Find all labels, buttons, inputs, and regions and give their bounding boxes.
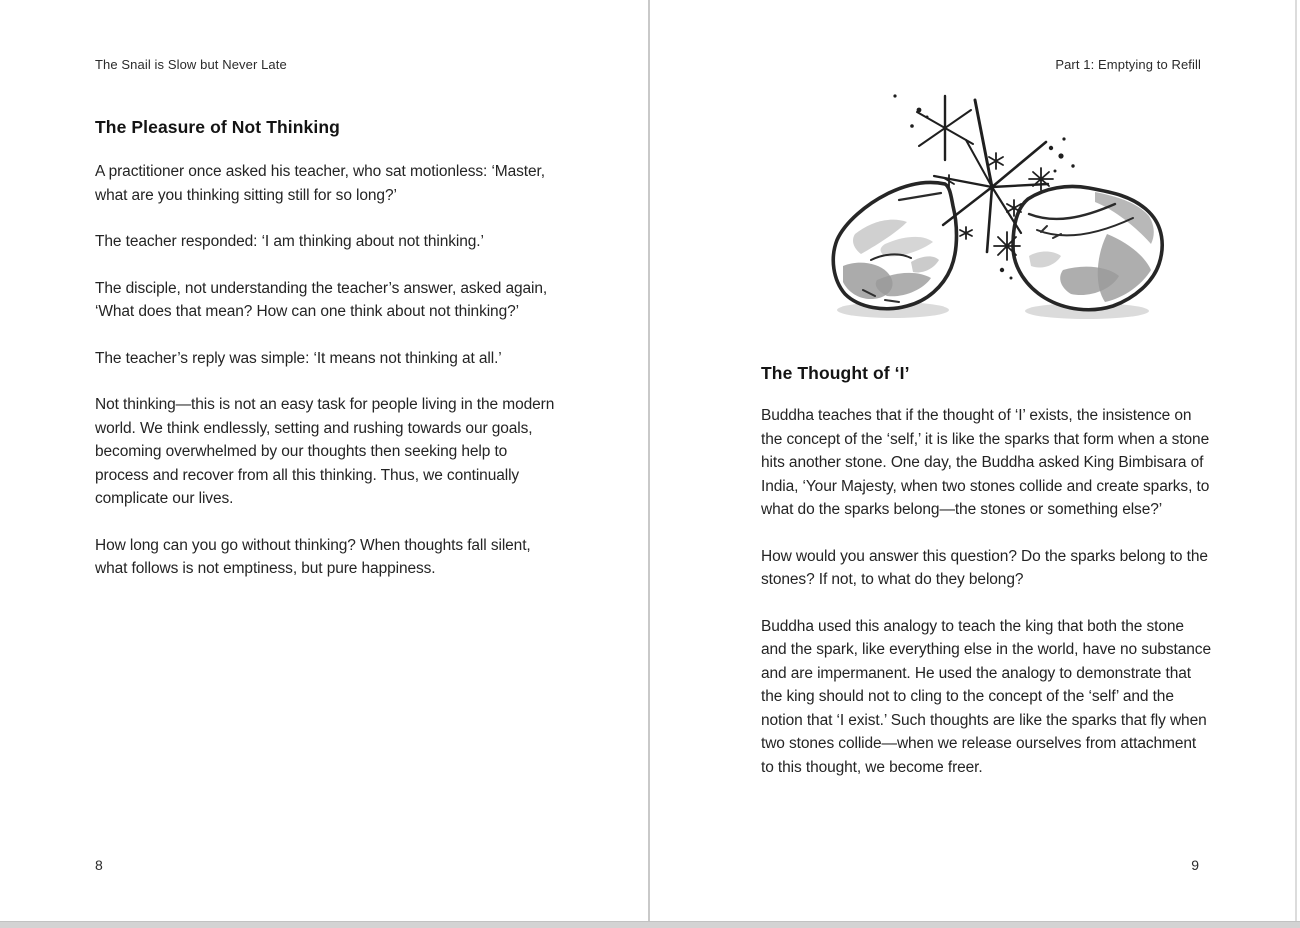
body-text-right: [761, 404, 1213, 802]
paragraph: The teacher’s reply was simple: ‘It means not thinking at all.’: [95, 349, 502, 367]
stones-sparks-illustration: [815, 84, 1175, 326]
running-head-left: The Snail is Slow but Never Late: [95, 57, 287, 72]
paragraph: How would you answer this question? Do the sparks belong to the stones? If not, to what do they belong?: [761, 547, 1208, 588]
right-page: [650, 0, 1296, 920]
book-bottom-edge: [0, 921, 1300, 928]
page-number-right: 9: [1191, 857, 1199, 873]
paragraph: Not thinking—this is not an easy task for people living in the modern world. We think endlessly, setting and rushing towards our goals, becoming overwhelmed by our thoughts then seeking help to process and recover from all this thinking. Thus, we continually complicate our lives.: [95, 396, 555, 507]
left-page: [0, 0, 648, 920]
body-text-left: [95, 160, 557, 604]
running-head-right: Part 1: Emptying to Refill: [1055, 57, 1201, 72]
paragraph: Buddha teaches that if the thought of ‘I’ exists, the insistence on the concept of the ‘self,’ it is like the sparks that form when a stone hits another stone. One day, the Buddha asked King Bimbisara of India, ‘Your Majesty, when two stones collide and create sparks, to what do the sparks belong—the stones or something else?’: [761, 407, 1210, 518]
section-heading-right: The Thought of ‘I’: [761, 363, 910, 383]
section-heading-left: The Pleasure of Not Thinking: [95, 117, 340, 137]
page-right-edge: [1295, 0, 1297, 921]
paragraph: The teacher responded: ‘I am thinking about not thinking.’: [95, 233, 484, 250]
spark-star-medium: [917, 96, 973, 160]
paragraph: The disciple, not understanding the teacher’s answer, asked again, ‘What does that mean? How can one think about not thinking?’: [95, 279, 548, 320]
paragraph: Buddha used this analogy to teach the king that both the stone and the spark, like everything else in the world, have no substance and are impermanent. He used the analogy to demonstrate that the king should not to cling to the concept of the ‘self’ and the notion that ‘I exist.’ Such thoughts are like the sparks that fly when two stones collide—when we release ourselves from attachment to this thought, we become freer.: [761, 617, 1211, 776]
page-number-left: 8: [95, 857, 103, 873]
paragraph: A practitioner once asked his teacher, who sat motionless: ‘Master, what are you thinking sitting still for so long?’: [95, 163, 545, 204]
book-gutter-line: [648, 0, 650, 921]
right-stone: [1013, 186, 1162, 309]
left-stone: [833, 182, 956, 308]
paragraph: How long can you go without thinking? When thoughts fall silent, what follows is not emptiness, but pure happiness.: [95, 536, 531, 577]
